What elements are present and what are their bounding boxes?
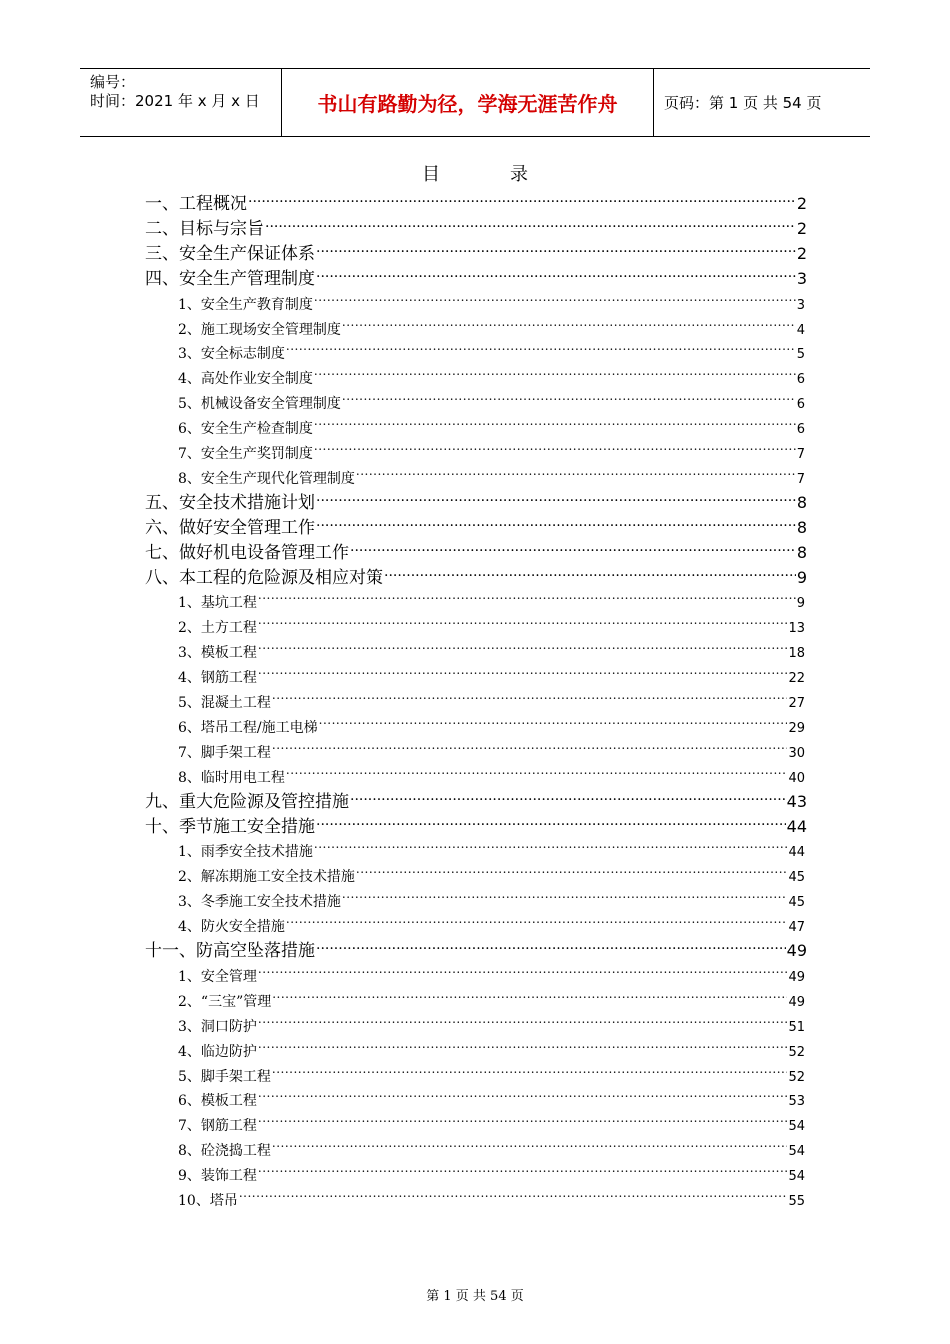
toc-entry[interactable]	[145, 209, 807, 239]
toc-dot-leader	[258, 632, 788, 657]
toc-entry-label: 1、安全生产教育制度	[178, 296, 313, 313]
toc-entry[interactable]	[178, 682, 805, 711]
toc-dot-leader	[316, 807, 786, 832]
toc-entry-label: 七、做好机电设备管理工作	[145, 542, 349, 563]
header-motto: 书山有路勤为径，学海无涯苦作舟	[282, 69, 654, 136]
toc-entry-page: 27	[788, 696, 805, 711]
toc-entry-page: 9	[796, 567, 807, 587]
toc-entry-page: 22	[788, 671, 805, 687]
toc-dot-leader	[314, 433, 796, 458]
toc-entry-page: 52	[788, 1044, 805, 1060]
toc-entry-page: 2	[796, 194, 807, 213]
toc-entry-page: 43	[786, 791, 807, 811]
toc-entry-page: 3	[796, 268, 807, 288]
toc-entry-label: 4、临边防护	[178, 1043, 257, 1060]
toc-entry[interactable]	[178, 1105, 805, 1135]
toc-entry-label: 5、脚手架工程	[178, 1068, 271, 1085]
toc-entry-label: 3、洞口防护	[178, 1018, 257, 1035]
toc-entry-label: 2、“三宝”管理	[178, 993, 272, 1010]
toc-entry-page: 5	[796, 347, 805, 363]
toc-dot-leader	[356, 458, 796, 483]
header-page-info: 页码：第 1 页 共 54 页	[664, 94, 822, 112]
toc-entry-label: 9、装饰工程	[178, 1168, 257, 1185]
toc-entry-label: 6、塔吊工程/施工电梯	[178, 719, 318, 736]
toc-entry-label: 四、安全生产管理制度	[145, 268, 315, 289]
toc-entry-page: 49	[788, 994, 805, 1010]
toc-dot-leader	[316, 483, 796, 508]
toc-dot-leader	[314, 831, 788, 856]
toc-entry[interactable]	[178, 333, 805, 363]
toc-entry[interactable]	[178, 1180, 805, 1209]
toc-entry[interactable]	[178, 582, 805, 612]
toc-entry[interactable]	[145, 483, 807, 513]
toc-entry-page: 47	[788, 920, 805, 936]
toc-entry[interactable]	[178, 1056, 805, 1085]
toc-entry[interactable]	[178, 1130, 805, 1160]
toc-dot-leader	[248, 184, 796, 209]
toc-entry-page: 3	[796, 297, 805, 313]
toc-entry-page: 13	[788, 621, 805, 637]
toc-entry[interactable]	[145, 234, 807, 264]
toc-entry[interactable]	[178, 732, 805, 761]
toc-dot-leader	[258, 1031, 788, 1056]
toc-entry[interactable]	[178, 856, 805, 886]
toc-dot-leader	[272, 682, 788, 707]
toc-entry[interactable]	[178, 408, 805, 438]
toc-dot-leader	[272, 1056, 788, 1081]
toc-entry-page: 6	[796, 372, 805, 388]
toc-dot-leader	[286, 757, 788, 782]
toc-entry-label: 1、基坑工程	[178, 595, 257, 612]
toc-entry-label: 九、重大危险源及管控措施	[145, 791, 349, 812]
toc-dot-leader	[384, 558, 796, 583]
toc-dot-leader	[316, 508, 796, 533]
toc-entry-page: 8	[796, 492, 807, 512]
toc-dot-leader	[272, 981, 787, 1006]
toc-entry-label: 3、冬季施工安全技术措施	[178, 894, 341, 911]
toc-entry[interactable]	[178, 881, 805, 911]
toc-entry-page: 54	[788, 1119, 805, 1135]
toc-entry-label: 一、工程概况	[145, 194, 247, 214]
toc-entry[interactable]	[178, 1155, 805, 1185]
toc-dot-leader	[258, 1105, 788, 1130]
toc-dot-leader	[258, 607, 788, 632]
toc-entry-label: 8、砼浇捣工程	[178, 1143, 271, 1160]
toc-entry-label: 5、混凝土工程	[178, 695, 271, 711]
toc-dot-leader	[258, 1080, 788, 1105]
toc-entry[interactable]	[178, 1006, 805, 1035]
toc-entry[interactable]	[178, 632, 805, 662]
toc-entry-page: 54	[788, 1169, 805, 1185]
toc-dot-leader	[342, 881, 788, 906]
toc-title	[0, 160, 950, 186]
toc-entry-page: 8	[796, 517, 807, 537]
toc-entry[interactable]	[178, 383, 805, 413]
toc-entry-page: 52	[788, 1069, 805, 1085]
toc-entry[interactable]	[178, 309, 805, 338]
toc-entry-label: 7、脚手架工程	[178, 744, 271, 761]
toc-entry-label: 6、安全生产检查制度	[178, 421, 313, 438]
toc-dot-leader	[265, 209, 796, 234]
toc-entry-label: 2、土方工程	[178, 620, 257, 637]
header-meta	[80, 69, 282, 136]
toc-dot-leader	[286, 906, 788, 931]
toc-entry-page: 9	[796, 596, 805, 612]
toc-entry-page: 53	[788, 1094, 805, 1110]
toc-title-left: 目	[422, 164, 440, 185]
toc-entry-page: 6	[796, 397, 805, 413]
toc-entry-page: 6	[796, 422, 805, 438]
toc-entry-page: 4	[796, 322, 805, 338]
toc-dot-leader	[314, 284, 796, 309]
toc-entry-label: 4、防火安全措施	[178, 919, 285, 936]
toc-dot-leader	[342, 309, 796, 334]
toc-entry[interactable]	[178, 607, 805, 637]
toc-dot-leader	[316, 259, 796, 284]
toc-entry-label: 八、本工程的危险源及相应对策	[145, 567, 383, 588]
toc-entry-label: 六、做好安全管理工作	[145, 517, 315, 538]
toc-dot-leader	[350, 533, 796, 558]
toc-dot-leader	[258, 657, 788, 682]
toc-dot-leader	[316, 931, 786, 956]
toc-entry-page: 40	[788, 770, 805, 786]
toc-dot-leader	[272, 732, 788, 757]
toc-title-right: 录	[510, 164, 528, 185]
toc-dot-leader	[314, 408, 796, 433]
toc-entry-page: 49	[788, 969, 805, 985]
toc-entry-label: 2、解冻期施工安全技术措施	[178, 869, 355, 886]
page-footer: 第 1 页 共 54 页	[426, 1289, 524, 1304]
toc-entry-label: 十、季节施工安全措施	[145, 816, 315, 837]
toc-entry[interactable]	[178, 757, 805, 786]
toc-dot-leader	[272, 1130, 788, 1155]
toc-entry[interactable]	[178, 657, 805, 687]
toc-entry-label: 3、模板工程	[178, 645, 257, 662]
toc-entry-page: 8	[796, 542, 807, 562]
toc-dot-leader	[258, 1006, 788, 1031]
toc-entry[interactable]	[178, 707, 805, 736]
toc-dot-leader	[314, 358, 796, 383]
toc-entry[interactable]	[178, 831, 805, 861]
toc-entry-page: 45	[788, 895, 805, 911]
toc-dot-leader	[258, 582, 796, 607]
toc-entry-page: 2	[796, 218, 807, 238]
toc-entry-label: 五、安全技术措施计划	[145, 492, 315, 513]
toc-dot-leader	[356, 856, 788, 881]
toc-entry-label: 三、安全生产保证体系	[145, 243, 315, 264]
toc-entry[interactable]	[145, 259, 807, 289]
toc-entry[interactable]	[178, 981, 805, 1010]
toc-entry-page: 30	[788, 745, 805, 761]
document-number-label: 编号：	[90, 73, 136, 91]
toc-entry-label: 1、雨季安全技术措施	[178, 844, 313, 861]
toc-entry[interactable]	[145, 508, 807, 538]
toc-dot-leader	[342, 383, 796, 408]
toc-entry[interactable]	[145, 782, 807, 812]
toc-entry-page: 55	[788, 1194, 805, 1209]
toc-entry[interactable]	[145, 807, 807, 837]
toc-entry-label: 10、塔吊	[178, 1193, 238, 1209]
toc-entry-label: 1、安全管理	[178, 968, 257, 985]
toc-entry[interactable]	[145, 558, 807, 588]
toc-entry[interactable]	[145, 184, 807, 214]
toc-dot-leader	[258, 956, 788, 981]
toc-entry-page: 29	[788, 720, 805, 736]
toc-entry[interactable]	[178, 1031, 805, 1060]
toc-dot-leader	[258, 1155, 788, 1180]
toc-entry-label: 4、高处作业安全制度	[178, 371, 313, 388]
toc-entry-label: 二、目标与宗旨	[145, 218, 264, 239]
toc-entry-label: 8、安全生产现代化管理制度	[178, 470, 355, 487]
toc-entry-label: 7、安全生产奖罚制度	[178, 446, 313, 462]
document-header	[80, 68, 870, 137]
toc-entry-page: 49	[786, 941, 807, 960]
toc-entry[interactable]	[178, 433, 805, 462]
toc-entry[interactable]	[145, 533, 807, 563]
toc-entry[interactable]	[145, 931, 807, 961]
toc-dot-leader	[239, 1180, 788, 1205]
toc-entry-page: 44	[786, 816, 807, 836]
toc-entry[interactable]	[178, 358, 805, 388]
toc-entry-label: 6、模板工程	[178, 1093, 257, 1110]
toc-entry[interactable]	[178, 956, 805, 985]
toc-entry-label: 2、施工现场安全管理制度	[178, 321, 341, 338]
toc-entry-page: 2	[796, 243, 807, 263]
toc-dot-leader	[316, 234, 796, 259]
toc-entry-label: 4、钢筋工程	[178, 670, 257, 687]
toc-dot-leader	[286, 333, 796, 358]
toc-entry-label: 8、临时用电工程	[178, 769, 285, 786]
toc-entry[interactable]	[178, 906, 805, 936]
document-time-label: 时间：2021 年 x 月 x 日	[90, 92, 260, 110]
toc-entry-page: 7	[796, 471, 805, 487]
toc-entry[interactable]	[178, 284, 805, 313]
toc-entry-page: 7	[796, 447, 805, 462]
toc-entry-label: 5、机械设备安全管理制度	[178, 396, 341, 413]
toc-entry-page: 18	[788, 646, 805, 662]
toc-entry-label: 3、安全标志制度	[178, 346, 285, 363]
toc-entry-label: 7、钢筋工程	[178, 1118, 257, 1135]
toc-entry-page: 54	[788, 1144, 805, 1160]
toc-entry[interactable]	[178, 1080, 805, 1110]
toc-dot-leader	[350, 782, 786, 807]
toc-entry-page: 51	[788, 1019, 805, 1035]
toc-entry-label: 十一、防高空坠落措施	[145, 941, 315, 961]
toc-entry-page: 44	[788, 845, 805, 861]
toc-dot-leader	[319, 707, 788, 732]
toc-entry-page: 45	[788, 870, 805, 886]
toc-entry[interactable]	[178, 458, 805, 487]
